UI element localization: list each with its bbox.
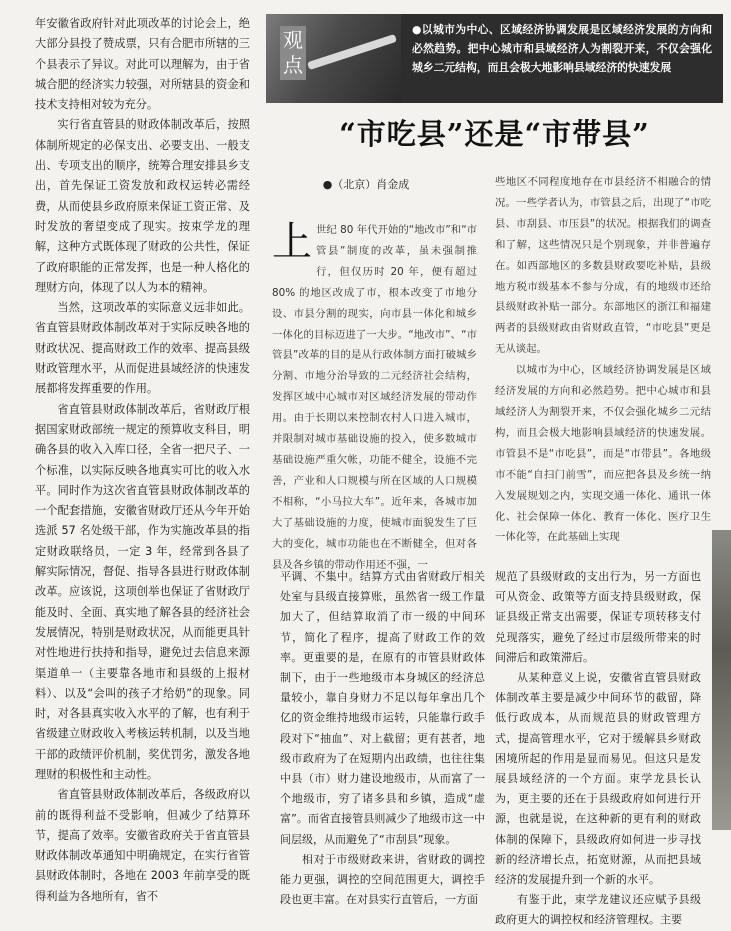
- drop-cap: 上: [272, 219, 312, 265]
- viewpoint-banner: [266, 14, 723, 103]
- paragraph: 以城市为中心，区域经济协调发展是区域经济发展的方向和必然趋势。把中心城市和县域经济人为割裂开来，不仅会强化城乡二元结构，而且会极大地影响县域经济的快速发展。市管县不是“市吃县”，而是“市带县”。各地级市不能“自扫门前雪”，而应把各县及乡统一纳入发展规划之内，实现交通一体化、通讯一体化、社会保障一体化、教育一体化、医疗卫生一体化等，在此基础上实现: [495, 364, 711, 544]
- section-label: 观点: [280, 26, 306, 80]
- paragraph: 些地区不同程度地存在市县经济不相融合的情况。一些学者认为，市管县之后，出现了“市吃县、市刮县、市压县”的状况。根据我们的调查和了解，这些情况只是个别现象，并非普遍存在。如西部地区的多数县财政要吃补贴，县级地方税市级基本不参与分成，有的地级市还给县级财政补贴一部分。东部地区的浙江和福建两者的县级财政由省财政直管，“市吃县”更是无从谈起。: [495, 176, 711, 356]
- paragraph: 当然，这项改革的实际意义远非如此。省直管县财政体制改革对于实际反映各地的财政状况、提高财政工作的效率、提高县级财政管理水平，从而促进县域经济的快速发展都将发挥重要的作用。: [35, 301, 250, 396]
- paragraph: 从某种意义上说，安徽省直管县财政体制改革主要是减少中间环节的截留，降低行政成本，从而规范县的财政管理方式，提高管理水平，它对于缓解县乡财政困境所起的作用是显而易见。但这只是发展县域经济的一个方面。束学龙县长认为，更主要的还在于县级政府如何进行开源，也就是说，在这种新的更有利的财政体制的保障下，县级政府如何进一步寻找新的经济增长点，拓宽财源，从而把县域经济的发展提升到一个新的水平。: [495, 671, 701, 887]
- paragraph: 省直管县财政体制改革后，省财政厅根据国家财政部统一规定的预算收支科目，明确各县的收入入库口径，全省一把尺子、一个标准，以实际反映各地真实可比的收入水平。同时作为这次省直管县财政体制改革的一个配套措施，安徽省财政厅还从今年开始选派 57 名处级干部，作为实施改革县的指定财政联络员，一定 3 年，经常到各县了解实际情况，督促、指导各县进行财政体制改革。应该说，这项创举也保证了省财政厅能及时、全面、真实地了解各县的经济社会发展情况，特别是财政状况，从而能更具针对性地进行扶持和指导，避免过去信息来源渠道单一（主要靠各地市和县级的上报材料）、以及“会叫的孩子才给奶”的现象。同时，对各县真实收入水平的了解，也有利于省级建立财政收入考核运转机制，以及当地干部的政绩评价机制，奖优罚劣，激发各地理财的积极性和主动性。: [35, 402, 250, 781]
- article-column-3: [495, 172, 711, 548]
- banner-summary: ●以城市为中心、区域经济协调发展是区域经济发展的方向和必然趋势。把中心城市和县域经济人为割裂开来，不仅会强化城乡二元结构，而且会极大地影响县域经济的快速发展: [412, 23, 712, 74]
- paragraph: 实行省直管县的财政体制改革后，按照体制所规定的必保支出、必要支出、一般支出、专项支出的顺序，统筹合理安排县乡支出，首先保证工资发放和政权运转必需经费，从而使县乡政府原来保证工资正常、及时发放的奢望变成了现实。按束学龙的理解，这种方式既体现了财政的公共性，保证了政府职能的正常发挥，也是一种人格化的理财方向，体现了以人为本的精神。: [35, 118, 250, 294]
- article-column-2: [272, 220, 477, 575]
- article-column-1: [35, 14, 250, 907]
- paragraph: 年安徽省政府针对此项改革的讨论会上，绝大部分县投了赞成票，只有合肥市所辖的三个县表示了异议。对此可以理解为，由于省城合肥的经济实力较强，对所辖县的资金和技术支持相对较为充分。: [35, 17, 250, 112]
- paragraph: 有鉴于此，束学龙建议还应赋予县级政府更大的调控权和经济管理权。主要: [495, 893, 701, 927]
- author-byline: ●（北京）肖金成: [322, 178, 410, 191]
- paragraph: 平调、不集中。结算方式由省财政厅相关处室与县级直接算账，虽然省一级工作量加大了，但结算取消了市一级的中间环节，简化了程序，提高了财政工作的效率。更重要的是，在原有的市管县财政体制下，由于一些地级市本身城区的经济总量较小，靠自身财力不足以每年拿出几个亿的资金维持地级市运转，只能靠行政手段对下“抽血”、对上截留；更有甚者，地级市政府为了在短期内出政绩，也往往集中县（市）财力建设地级市，从而富了一个地级市，穷了诸多县和乡镇，造成“虚富”。而省直接管县则减少了地级市这一中间层级，从而避免了“市刮县”现象。: [280, 570, 485, 846]
- article-column-5: [495, 567, 701, 931]
- paragraph: 规范了县级财政的支出行为，另一方面也可从资金、政策等方面支持县级财政，保证县级正常支出需要，保证专项转移支付兑现落实，避免了经过市层级所带来的时间滞后和政策滞后。: [495, 570, 701, 664]
- article-headline: “市吃县”还是“市带县”: [339, 117, 650, 151]
- article-column-4: [280, 567, 485, 910]
- paragraph: 省直管县财政体制改革后，各级政府以前的既得利益不受影响，但减少了结算环节，提高了效率。安徽省政府关于省直管县财政体制改革通知中明确规定，在实行省管县财政体制时，各地在 2003 年前享受的既得利益为各地所有，省不: [35, 788, 250, 903]
- paragraph: 相对于市级财政来讲，省财政的调控能力更强，调控的空间范围更大，调控手段也更丰富。在对县实行直管后，一方面: [280, 852, 485, 907]
- edge-photo-strip: [712, 530, 731, 830]
- paragraph: 世纪 80 年代开始的“地改市”和“市管县”制度的改革，虽未强制推行，但仅历时 20 年，便有超过 80% 的地区改成了市，根本改变了市地分设、市县分割的现实，向市县一体化和城乡一体化的目标迈进了一大步。“地改市”、“市管县”改革的目的是从行政体制方面打破城乡分割、市地分治导致的二元经济社会结构，发挥区域中心城市对区域经济发展的带动作用。由于长期以来控制农村人口进入城市，并限制对城市基础设施的投入，使多数城市基础设施严重欠帐，功能不健全，设施不完善，产业和人口规模与所在区域的人口规模不相称，“小马拉大车”。近年来，各城市加大了基础设施的力度，使城市面貌发生了巨大的变化，城市功能也在不断健全，但对各县及各乡镇的带动作用还不强，一: [272, 224, 477, 571]
